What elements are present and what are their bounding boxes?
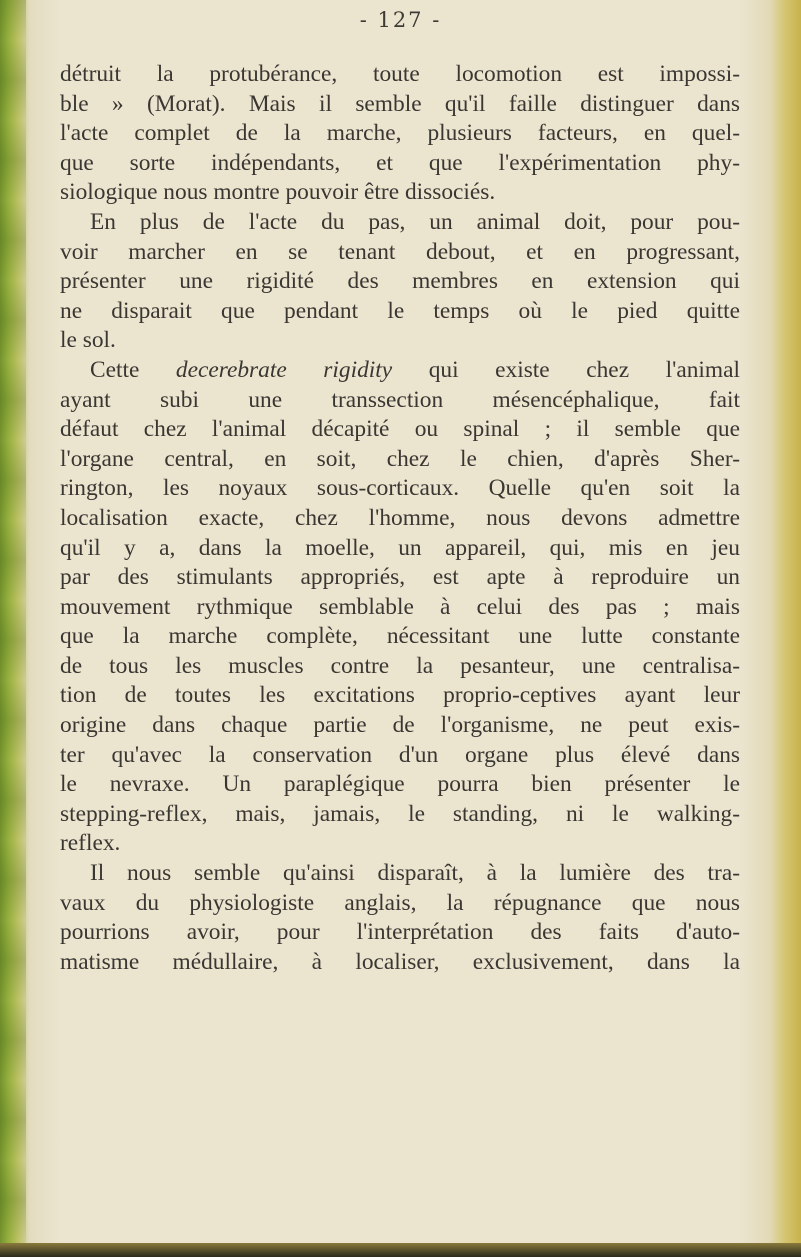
page-number: - 127 - — [359, 8, 442, 32]
text-line: tion de toutes les excitations proprio-ceptives ayant leur — [60, 682, 740, 709]
text-line: localisation exacte, chez l'homme, nous devons admettre — [60, 504, 740, 531]
text-line: détruit la protubérance, toute locomotion est impossi- — [60, 61, 740, 87]
text-line: stepping-reflex, mais, jamais, le standing, ni le walking- — [60, 800, 740, 827]
text-line: reflex. — [60, 830, 121, 857]
text-line: Il nous semble qu'ainsi disparaît, à la lumière des tra- — [90, 860, 740, 887]
text-line: rington, les noyaux sous-corticaux. Quelle qu'en soit la — [60, 475, 740, 502]
text-fragment: qui existe chez l'animal — [392, 356, 740, 383]
text-line: que la marche complète, nécessitant une lutte constante — [60, 623, 740, 650]
text-line: défaut chez l'animal décapité ou spinal ; il semble que — [60, 416, 740, 443]
text-line: matisme médullaire, à localiser, exclusivement, dans la — [60, 948, 740, 975]
text-line: ble » (Morat). Mais il semble qu'il faille distinguer dans — [60, 90, 740, 117]
italic-term: decerebrate rigidity — [175, 356, 393, 383]
page-bottom-edge — [0, 1243, 801, 1257]
text-line: En plus de l'acte du pas, un animal doit, pour pou- — [90, 208, 740, 235]
page-edge-shadow — [0, 0, 26, 1257]
text-line: l'acte complet de la marche, plusieurs facteurs, en quel- — [60, 120, 740, 147]
text-line: le sol. — [60, 327, 116, 354]
text-line: ayant subi une transsection mésencéphalique, fait — [60, 386, 740, 413]
text-line: l'organe central, en soit, chez le chien, d'après Sher- — [60, 445, 740, 472]
text-line: que sorte indépendants, et que l'expérimentation phy- — [60, 149, 740, 176]
body-text — [60, 60, 740, 977]
text-line: le nevraxe. Un paraplégique pourra bien présenter le — [60, 771, 740, 798]
text-line — [60, 356, 740, 386]
text-line: qu'il y a, dans la moelle, un appareil, qui, mis en jeu — [60, 534, 740, 561]
text-line: de tous les muscles contre la pesanteur, une centralisa- — [60, 652, 740, 679]
text-line: origine dans chaque partie de l'organisme, ne peut exis- — [60, 712, 740, 739]
text-line: pourrions avoir, pour l'interprétation des faits d'auto- — [60, 919, 740, 946]
text-line: ne disparait que pendant le temps où le pied quitte — [60, 297, 740, 324]
text-fragment: Cette — [90, 356, 176, 383]
text-line: présenter une rigidité des membres en extension qui — [60, 268, 740, 295]
text-line: siologique nous montre pouvoir être dissociés. — [60, 179, 496, 206]
text-line: par des stimulants appropriés, est apte à reproduire un — [60, 564, 740, 591]
text-line: vaux du physiologiste anglais, la répugnance que nous — [60, 889, 740, 916]
text-line: voir marcher en se tenant debout, et en progressant, — [60, 238, 740, 265]
text-line: ter qu'avec la conservation d'un organe plus élevé dans — [60, 741, 740, 768]
text-line: mouvement rythmique semblable à celui des pas ; mais — [60, 593, 740, 620]
